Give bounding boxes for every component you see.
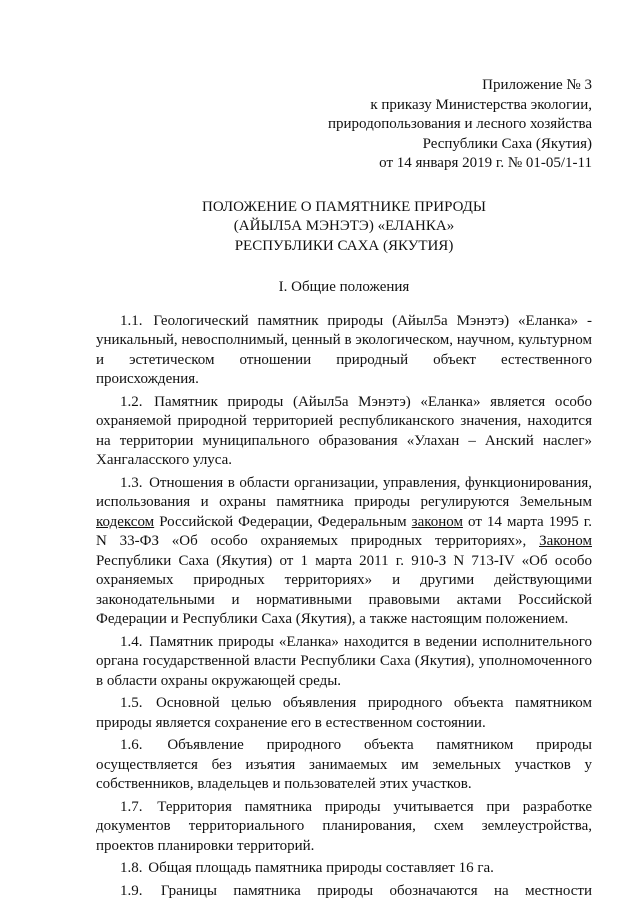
paragraph-number: 1.6.	[120, 737, 143, 753]
paragraph-number: 1.8.	[120, 860, 143, 876]
paragraph-1-6	[96, 736, 592, 795]
paragraph-number: 1.4.	[120, 633, 143, 650]
paragraph-1-1	[96, 312, 592, 390]
paragraph-1-5	[96, 694, 592, 733]
title-line-2: (АЙЫЛ5А МЭНЭТЭ) «ЕЛАНКА»	[233, 218, 455, 234]
federal-law-link[interactable]: законом	[411, 513, 463, 530]
paragraph-list	[96, 312, 592, 902]
paragraph-number: 1.1.	[120, 312, 143, 329]
paragraph-text-part: от 14 марта 1995 г. N 33-ФЗ «Об особо охраняемых природных территориях»,	[96, 513, 592, 549]
paragraph-1-8	[96, 859, 592, 879]
document-title	[96, 198, 592, 257]
appendix-order-ref: к приказу Министерства экологии,	[370, 96, 592, 113]
appendix-republic: Республики Саха (Якутия)	[422, 135, 592, 152]
paragraph-text: Основной целью объявления природного объекта памятником природы является сохранение его в естественном состоянии.	[96, 695, 592, 731]
paragraph-number: 1.9.	[120, 882, 143, 899]
paragraph-text: Общая площадь памятника природы составляет 16 га.	[148, 860, 494, 876]
paragraph-text-part: Республики Саха (Якутия) от 1 марта 2011 г. 910-З N 713-IV «Об особо охраняемых природных территориях» и другими действующими законодательными и нормативными правовыми актами Российской Федерации и Республики Саха (Якутия), а также настоящим положением.	[96, 552, 592, 627]
paragraph-text: Памятник природы (Айыл5а Мэнэтэ) «Еланка» является особо охраняемой природной территорией республиканского значения, находится на территории муниципального образования «Улахан – Анский наслег» Хангаласского улуса.	[96, 393, 592, 468]
appendix-date: от 14 января 2019 г. № 01-05/1-11	[379, 155, 592, 171]
paragraph-number: 1.5.	[120, 695, 143, 711]
paragraph-number: 1.7.	[120, 798, 143, 815]
paragraph-1-9	[96, 882, 592, 902]
paragraph-text: Территория памятника природы учитывается при разработке документов территориального планирования, схем землеустройства, проектов планировки территорий.	[96, 798, 593, 854]
paragraph-text: Памятник природы «Еланка» находится в ведении исполнительного органа государственной власти Республики Саха (Якутия), уполномоченного в области охраны окружающей среды.	[96, 633, 593, 689]
appendix-header	[96, 76, 592, 174]
appendix-number: Приложение № 3	[482, 77, 592, 93]
paragraph-text: Геологический памятник природы (Айыл5а Мэнэтэ) «Еланка» - уникальный, невосполнимый, ценный в экологическом, научном, культурном и эстетическом отношении природный объект естественного происхождения.	[96, 312, 592, 387]
paragraph-text: Границы памятника природы обозначаются на местности	[160, 882, 592, 899]
paragraph-text-part: Российской Федерации, Федеральным	[154, 513, 412, 530]
paragraph-1-7	[96, 798, 592, 857]
paragraph-text: Объявление природного объекта памятником природы осуществляется без изъятия занимаемых им земельных участков у собственников, владельцев и пользователей этих участков.	[96, 737, 592, 792]
title-line-1: ПОЛОЖЕНИЕ О ПАМЯТНИКЕ ПРИРОДЫ	[202, 198, 486, 215]
paragraph-1-4	[96, 633, 592, 692]
paragraph-1-2	[96, 393, 592, 471]
code-link[interactable]: кодексом	[96, 513, 155, 530]
section-heading: I. Общие положения	[278, 279, 410, 295]
paragraph-number: 1.3.	[120, 474, 143, 491]
appendix-ministry: природопользования и лесного хозяйства	[327, 116, 592, 132]
title-line-3: РЕСПУБЛИКИ САХА (ЯКУТИЯ)	[234, 237, 454, 254]
paragraph-text-part: Отношения в области организации, управления, функционирования, использования и охраны памятника природы регулируются Земельным	[96, 474, 593, 510]
paragraph-number: 1.2.	[120, 393, 143, 410]
republic-law-link[interactable]: Законом	[539, 533, 592, 549]
paragraph-1-3	[96, 474, 592, 630]
